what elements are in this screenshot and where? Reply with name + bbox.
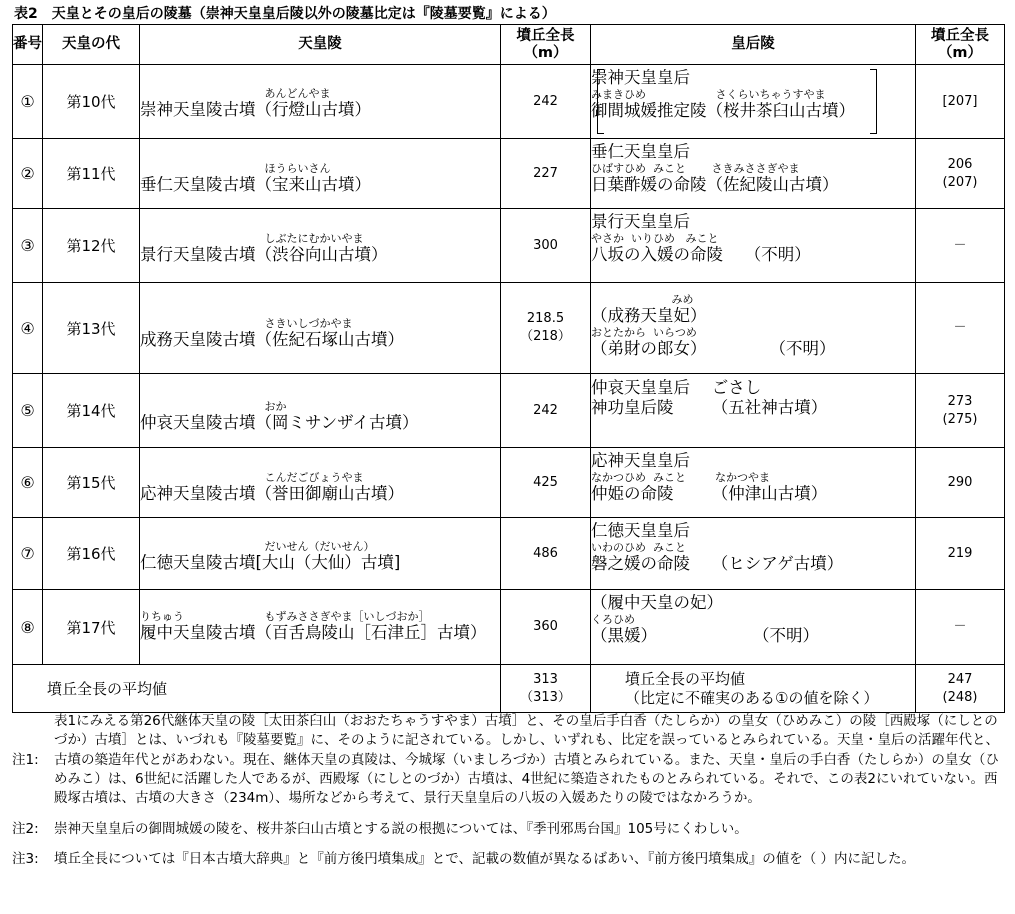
emperor-tomb-name: 成務天皇陵古墳（佐紀石塚山古墳） xyxy=(140,330,404,349)
row-number: ⑧ xyxy=(13,590,43,665)
header-length-2 xyxy=(916,25,1005,65)
table-row xyxy=(13,518,1005,590)
empress-tomb-line: 日葉酢媛の命陵（佐紀陵山古墳） xyxy=(591,175,839,194)
table-row xyxy=(13,283,1005,374)
empress-tomb-cell xyxy=(591,448,916,518)
average-label: 墳丘全長の平均値 xyxy=(13,665,501,713)
table-caption: 表2 天皇とその皇后の陵墓（崇神天皇皇后陵以外の陵墓比定は『陵墓要覧』による） xyxy=(14,6,556,22)
emperor-tomb-length: 300 xyxy=(501,209,591,283)
empress-tomb-length: 219 xyxy=(916,518,1005,590)
empress-tomb-cell xyxy=(591,590,916,665)
emperor-tomb-cell xyxy=(140,590,501,665)
note-2 xyxy=(12,820,1004,839)
note-1-text: 表1にみえる第26代継体天皇の陵［太田茶臼山（おおたちゃうすやま）古墳］と、その皇后手白香（たしらか）の皇女（ひめみこ）の陵［西殿塚（にしとのづか）古墳］とは、いづれも『陵墓要覧』に、そのように記されている。しかし、いずれも、比定を誤っているとみられている。天皇・皇后の活躍年代と、古墳の築造年代とがあわない。現在、継体天皇の真陵は、今城塚（いましろづか）古墳とみられている。また、天皇・皇后の手白香（たしらか）の皇女（ひめみこ）は、6世紀に活躍した人であるが、西殿塚（にしとのづか）古墳は、4世紀に築造されたものとみられている。それで、この表2にいれていない。西殿塚古墳は、古墳の大きさ（234m）、場所などから考えて、景行天皇皇后の八坂の入媛あたりの陵ではなかろうか。 xyxy=(54,713,999,807)
empress-tomb-ruby: みめ xyxy=(591,293,694,306)
note-1 xyxy=(12,712,1004,808)
emperor-tomb-cell xyxy=(140,139,501,209)
header-length-1-label: 墳丘全長 xyxy=(516,27,575,44)
empress-tomb-ruby: いわのひめ みこと xyxy=(591,541,686,554)
empress-tomb-ruby: なかつひめ みこと なかつやま xyxy=(591,471,770,484)
empress-tomb-line: 仁徳天皇皇后 xyxy=(591,521,690,540)
row-era: 第12代 xyxy=(43,209,140,283)
header-length-1-unit: （m） xyxy=(523,44,568,61)
row-number: ⑤ xyxy=(13,374,43,448)
empress-tomb-length: － xyxy=(916,283,1005,374)
empress-tomb-line: （成務天皇妃） xyxy=(591,306,707,325)
header-emperor-tomb: 天皇陵 xyxy=(140,25,501,65)
emperor-tomb-length: 218.5 （218） xyxy=(501,283,591,374)
emperor-tomb-name: 仲哀天皇陵古墳（岡ミサンザイ古墳） xyxy=(140,413,419,432)
empress-tomb-line: 垂仁天皇皇后 xyxy=(591,142,690,161)
header-length-2-label: 墳丘全長 xyxy=(931,27,989,44)
row-era: 第10代 xyxy=(43,65,140,139)
empress-tomb-line: 仲哀天皇皇后 ごさし xyxy=(591,378,762,397)
table-row xyxy=(13,374,1005,448)
empress-tomb-cell xyxy=(591,209,916,283)
emperor-tomb-ruby: しぶたにむかいやま xyxy=(140,232,364,245)
empress-tomb-cell xyxy=(591,518,916,590)
note-2-label: 注2: xyxy=(12,821,39,838)
emperor-tomb-name: 崇神天皇陵古墳（行燈山古墳） xyxy=(140,100,371,119)
emperor-tomb-length: 360 xyxy=(501,590,591,665)
emperor-tomb-ruby: りちゅう もずみささぎやま［いしづおか］ xyxy=(140,610,430,623)
row-number: ③ xyxy=(13,209,43,283)
empress-tomb-line: 崇神天皇皇后 xyxy=(591,68,690,87)
bracket-right xyxy=(870,69,877,134)
emperor-tomb-length: 425 xyxy=(501,448,591,518)
row-era: 第14代 xyxy=(43,374,140,448)
emperor-tomb-ruby: おか xyxy=(140,400,287,413)
empress-tomb-line: （弟財の郎女） （不明） xyxy=(591,339,836,358)
row-number: ④ xyxy=(13,283,43,374)
note-3 xyxy=(12,850,1004,869)
average-emperor-value: 313 （313） xyxy=(501,665,591,713)
emperor-tomb-name: 景行天皇陵古墳（渋谷向山古墳） xyxy=(140,245,388,264)
note-1-label: 注1: xyxy=(12,751,39,768)
emperor-tomb-length: 242 xyxy=(501,65,591,139)
average-empress-label: 墳丘全長の平均値 （比定に不確実のある①の値を除く） xyxy=(591,665,916,713)
emperor-tomb-cell xyxy=(140,374,501,448)
emperor-tomb-name: 履中天皇陵古墳（百舌鳥陵山［石津丘］古墳） xyxy=(140,623,487,642)
average-empress-value: 247 (248) xyxy=(916,665,1005,713)
table-row xyxy=(13,590,1005,665)
emperor-tomb-name: 応神天皇陵古墳（誉田御廟山古墳） xyxy=(140,484,404,503)
bracket-left xyxy=(597,69,604,134)
empress-tomb-line: 神功皇后陵 （五社神古墳） xyxy=(591,398,828,417)
note-3-label: 注3: xyxy=(12,850,39,867)
emperor-tomb-cell xyxy=(140,448,501,518)
empress-tomb-line: 御間城媛推定陵（桜井茶臼山古墳） xyxy=(591,101,855,120)
emperor-tomb-length: 486 xyxy=(501,518,591,590)
emperor-tomb-cell xyxy=(140,518,501,590)
emperor-tomb-length: 227 xyxy=(501,139,591,209)
empress-tomb-line: 磐之媛の命陵 （ヒシアゲ古墳） xyxy=(591,554,844,573)
empress-tomb-length: 273 (275) xyxy=(916,374,1005,448)
empress-tomb-line: 八坂の入媛の命陵 （不明） xyxy=(591,245,811,264)
empress-tomb-length: － xyxy=(916,209,1005,283)
empress-tomb-ruby: みまきひめ さくらいちゃうすやま xyxy=(591,88,826,101)
header-num: 番号 xyxy=(13,25,43,65)
note-2-text: 崇神天皇皇后の御間城媛の陵を、桜井茶臼山古墳とする説の根拠については、『季刊邪馬台国』105号にくわしい。 xyxy=(54,821,748,838)
emperor-tomb-name: 垂仁天皇陵古墳（宝来山古墳） xyxy=(140,175,371,194)
empress-tomb-length: 290 xyxy=(916,448,1005,518)
header-empress-tomb: 皇后陵 xyxy=(591,25,916,65)
empress-tomb-ruby: おとたから いらつめ xyxy=(591,326,697,339)
empress-tomb-cell xyxy=(591,65,916,139)
emperor-tomb-ruby: さきいしづかやま xyxy=(140,317,353,330)
empress-tomb-line: 応神天皇皇后 xyxy=(591,451,690,470)
empress-tomb-length: 206 (207) xyxy=(916,139,1005,209)
empress-tomb-line: （黒媛） （不明） xyxy=(591,626,819,645)
note-3-text: 墳丘全長については『日本古墳大辞典』と『前方後円墳集成』とで、記載の数値が異なるばあい、『前方後円墳集成』の値を（ ）内に記した。 xyxy=(54,850,915,867)
emperor-tomb-length: 242 xyxy=(501,374,591,448)
notes-section xyxy=(12,712,1004,869)
table-row xyxy=(13,448,1005,518)
empress-tomb-ruby: くろひめ xyxy=(591,613,635,626)
header-length-1 xyxy=(501,25,591,65)
row-era: 第17代 xyxy=(43,590,140,665)
row-era: 第11代 xyxy=(43,139,140,209)
emperor-tomb-cell xyxy=(140,65,501,139)
emperor-tomb-name: 仁徳天皇陵古墳[大山（大仙）古墳] xyxy=(140,553,401,572)
empress-tomb-ruby: ひばすひめ みこと さきみささぎやま xyxy=(591,162,800,175)
emperor-tomb-ruby: あんどんやま xyxy=(140,87,331,100)
emperor-tomb-ruby: こんだごびょうやま xyxy=(140,471,364,484)
empress-tomb-cell xyxy=(591,374,916,448)
empress-tomb-line: 仲姫の命陵 （仲津山古墳） xyxy=(591,484,828,503)
average-row xyxy=(13,665,1005,713)
empress-tomb-cell xyxy=(591,139,916,209)
empress-tomb-ruby: やさか いりひめ みこと xyxy=(591,232,719,245)
row-era: 第13代 xyxy=(43,283,140,374)
row-era: 第15代 xyxy=(43,448,140,518)
emperor-tomb-cell xyxy=(140,209,501,283)
table-row xyxy=(13,139,1005,209)
empress-tomb-line: 景行天皇皇后 xyxy=(591,212,690,231)
header-era: 天皇の代 xyxy=(43,25,140,65)
row-era: 第16代 xyxy=(43,518,140,590)
emperor-tomb-cell xyxy=(140,283,501,374)
emperor-tomb-ruby: ほうらいさん xyxy=(140,162,331,175)
table-row xyxy=(13,209,1005,283)
row-number: ⑦ xyxy=(13,518,43,590)
row-number: ② xyxy=(13,139,43,209)
table-row xyxy=(13,65,1005,139)
empress-tomb-length: － xyxy=(916,590,1005,665)
tomb-table xyxy=(12,24,1005,713)
header-length-2-unit: （m） xyxy=(937,44,983,61)
row-number: ① xyxy=(13,65,43,139)
empress-tomb-line: （履中天皇の妃） xyxy=(591,593,723,612)
row-number: ⑥ xyxy=(13,448,43,518)
empress-tomb-length: [207] xyxy=(916,65,1005,139)
emperor-tomb-ruby: だいせん（だいせん） xyxy=(140,540,375,553)
empress-tomb-cell xyxy=(591,283,916,374)
header-row xyxy=(13,25,1005,65)
